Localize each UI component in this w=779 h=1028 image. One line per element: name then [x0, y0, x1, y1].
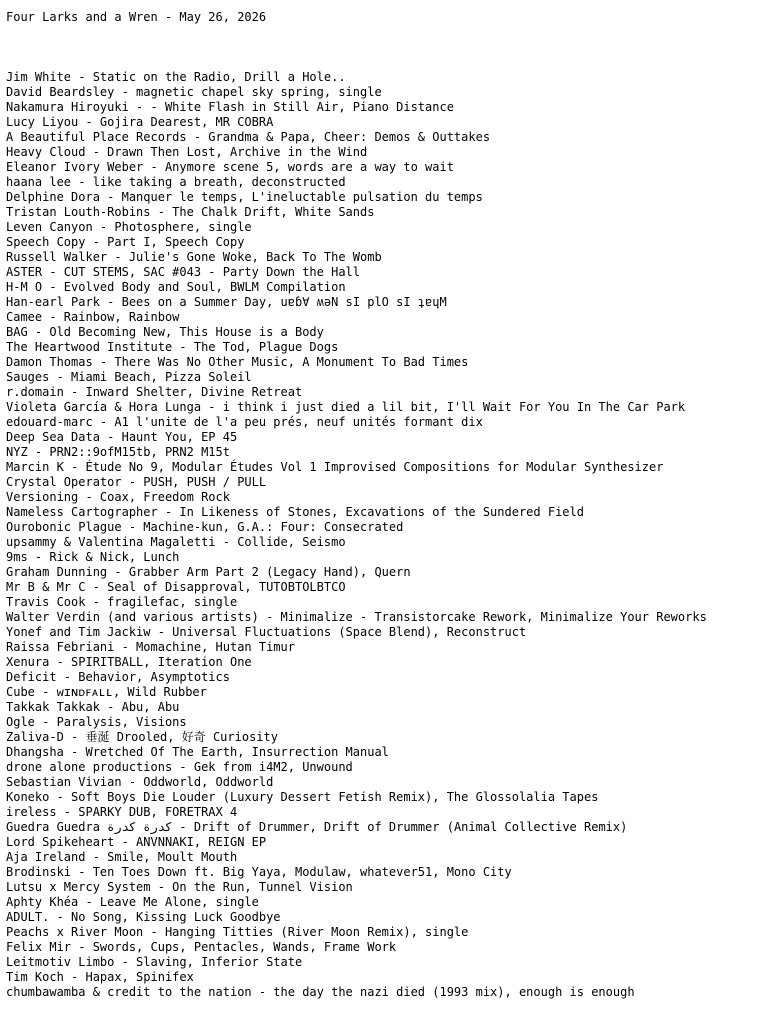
- track-line: Violeta García & Hora Lunga - i think i just died a lil bit, I'll Wait For You In The Car Park: [6, 400, 686, 414]
- track-line: Russell Walker - Julie's Gone Woke, Back To The Womb: [6, 250, 382, 264]
- track-line: r.domain - Inward Shelter, Divine Retreat: [6, 385, 303, 399]
- track-line: The Heartwood Institute - The Tod, Plague Dogs: [6, 340, 339, 354]
- track-line: Takkak Takkak - Abu, Abu: [6, 700, 180, 714]
- track-line: ireless - SPARKY DUB, FORETRAX 4: [6, 805, 238, 819]
- track-line: Zaliva-D - 垂涎 Drooled, 好奇 Curiosity: [6, 730, 278, 744]
- track-line: Ogle - Paralysis, Visions: [6, 715, 187, 729]
- track-line: Deficit - Behavior, Asymptotics: [6, 670, 230, 684]
- track-line: Xenura - SPIRITBALL, Iteration One: [6, 655, 252, 669]
- track-line: Ourobonic Plague - Machine-kun, G.A.: Four: Consecrated: [6, 520, 404, 534]
- track-line: Cube - ᴡɪɴᴅꜰᴀʟʟ, Wild Rubber: [6, 685, 207, 699]
- track-line: Nakamura Hiroyuki - - White Flash in Still Air, Piano Distance: [6, 100, 454, 114]
- track-line: Sauges - Miami Beach, Pizza Soleil: [6, 370, 252, 384]
- track-line: Raissa Febriani - Momachine, Hutan Timur: [6, 640, 295, 654]
- track-line: chumbawamba & credit to the nation - the day the nazi died (1993 mix), enough is enough: [6, 985, 635, 999]
- track-line: Han-earl Park - Bees on a Summer Day, uɐɓ∀ ʍəN sI plO sI ʇɐɥM: [6, 295, 447, 309]
- track-line: Versioning - Coax, Freedom Rock: [6, 490, 230, 504]
- track-list: [6, 70, 707, 1000]
- track-line: H-M O - Evolved Body and Soul, BWLM Compilation: [6, 280, 346, 294]
- track-line: Marcin K - Étude No 9, Modular Études Vol 1 Improvised Compositions for Modular Synthesizer: [6, 460, 664, 474]
- track-line: Crystal Operator - PUSH, PUSH / PULL: [6, 475, 267, 489]
- track-line: Delphine Dora - Manquer le temps, L'ineluctable pulsation du temps: [6, 190, 483, 204]
- track-line: Sebastian Vivian - Oddworld, Oddworld: [6, 775, 274, 789]
- track-line: Jim White - Static on the Radio, Drill a Hole..: [6, 70, 346, 84]
- track-line: Brodinski - Ten Toes Down ft. Big Yaya, Modulaw, whatever51, Mono City: [6, 865, 512, 879]
- track-line: Camee - Rainbow, Rainbow: [6, 310, 180, 324]
- track-line: Travis Cook - fragilefac, single: [6, 595, 238, 609]
- track-line: Koneko - Soft Boys Die Louder (Luxury Dessert Fetish Remix), The Glossolalia Tapes: [6, 790, 599, 804]
- track-line: Yonef and Tim Jackiw - Universal Fluctuations (Space Blend), Reconstruct: [6, 625, 527, 639]
- track-line: edouard-marc - A1 l'unite de l'a peu prés, neuf unités formant dix: [6, 415, 483, 429]
- track-line: Eleanor Ivory Weber - Anymore scene 5, words are a way to wait: [6, 160, 454, 174]
- track-line: Walter Verdin (and various artists) - Minimalize - Transistorcake Rework, Minimalize Your Reworks: [6, 610, 707, 624]
- track-line: BAG - Old Becoming New, This House is a Body: [6, 325, 324, 339]
- track-line: Speech Copy - Part I, Speech Copy: [6, 235, 245, 249]
- track-line: Felix Mir - Swords, Cups, Pentacles, Wands, Frame Work: [6, 940, 397, 954]
- track-line: Leitmotiv Limbo - Slaving, Inferior State: [6, 955, 303, 969]
- track-line: Nameless Cartographer - In Likeness of Stones, Excavations of the Sundered Field: [6, 505, 584, 519]
- document: [6, 10, 776, 999]
- track-line: upsammy & Valentina Magaletti - Collide, Seismo: [6, 535, 346, 549]
- track-line: Tim Koch - Hapax, Spinifex: [6, 970, 194, 984]
- track-line: Mr B & Mr C - Seal of Disapproval, TUTOBTOLBTCO: [6, 580, 346, 594]
- track-line: Heavy Cloud - Drawn Then Lost, Archive in the Wind: [6, 145, 368, 159]
- track-line: Damon Thomas - There Was No Other Music, A Monument To Bad Times: [6, 355, 469, 369]
- track-line: Lord Spikeheart - ANVNNAKI, REIGN EP: [6, 835, 267, 849]
- track-line: drone alone productions - Gek from i4M2, Unwound: [6, 760, 353, 774]
- track-line: A Beautiful Place Records - Grandma & Papa, Cheer: Demos & Outtakes: [6, 130, 491, 144]
- track-line: haana lee - like taking a breath, deconstructed: [6, 175, 346, 189]
- track-line: Dhangsha - Wretched Of The Earth, Insurrection Manual: [6, 745, 389, 759]
- track-line: Aja Ireland - Smile, Moult Mouth: [6, 850, 238, 864]
- track-line: Lutsu x Mercy System - On the Run, Tunnel Vision: [6, 880, 353, 894]
- track-line: Tristan Louth-Robins - The Chalk Drift, White Sands: [6, 205, 375, 219]
- track-line: ASTER - CUT STEMS, SAC #043 - Party Down the Hall: [6, 265, 361, 279]
- track-line: Graham Dunning - Grabber Arm Part 2 (Legacy Hand), Quern: [6, 565, 411, 579]
- track-line: Aphty Khéa - Leave Me Alone, single: [6, 895, 259, 909]
- track-line: Peachs x River Moon - Hanging Titties (River Moon Remix), single: [6, 925, 469, 939]
- track-line: Deep Sea Data - Haunt You, EP 45: [6, 430, 238, 444]
- track-line: NYZ - PRN2::9ofM15tb, PRN2 M15t: [6, 445, 230, 459]
- track-line: David Beardsley - magnetic chapel sky spring, single: [6, 85, 382, 99]
- track-line: 9ms - Rick & Nick, Lunch: [6, 550, 180, 564]
- track-line: Leven Canyon - Photosphere, single: [6, 220, 252, 234]
- track-line: ADULT. - No Song, Kissing Luck Goodbye: [6, 910, 281, 924]
- track-line: Guedra Guedra كدرة كدرة - Drift of Drummer, Drift of Drummer (Animal Collective Remix): [6, 820, 628, 834]
- playlist-title: Four Larks and a Wren - May 26, 2026: [6, 10, 267, 24]
- track-line: Lucy Liyou - Gojira Dearest, MR COBRA: [6, 115, 274, 129]
